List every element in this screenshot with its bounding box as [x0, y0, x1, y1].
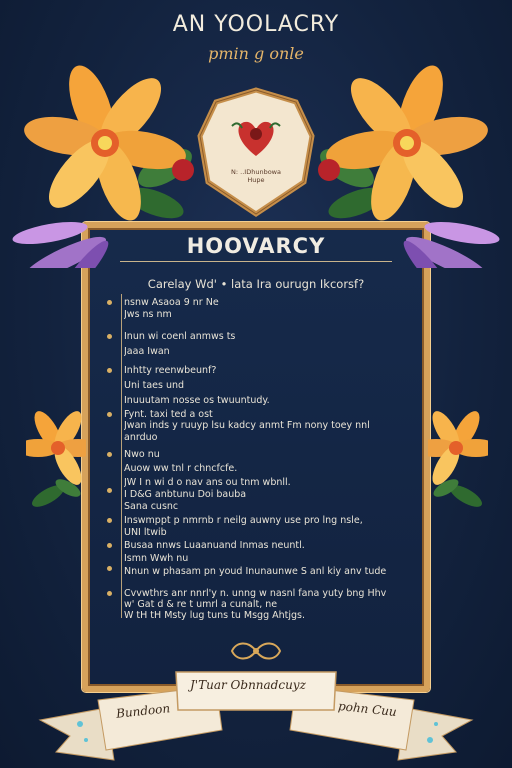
list-bullet	[107, 566, 112, 571]
poster-title: AN YOOLACRY	[172, 12, 340, 37]
list-line: Ismn Wwh nu	[124, 553, 189, 564]
list-bullet	[107, 591, 112, 596]
card-question: Carelay Wd' • lata Ira ourugn Ikcorsf?	[147, 277, 365, 291]
banner-center-text: J'Tuar Obnnadcuyz	[190, 678, 306, 692]
berry-icon	[172, 159, 194, 181]
list-line: UNI ltwib	[124, 527, 167, 538]
list-bullet	[107, 334, 112, 339]
berry-icon	[318, 159, 340, 181]
list-line: Inun wi coenl anmws ts	[124, 331, 236, 342]
list-line: nsnw Asaoa 9 nr Ne	[124, 297, 219, 308]
list-bullet	[107, 412, 112, 417]
list-line: Auow ww tnl r chncfcfe.	[124, 463, 238, 474]
banner-left-text: Bundoon	[115, 701, 171, 721]
list-line: I D&G anbtunu Doi bauba	[124, 489, 247, 500]
list-bullet	[107, 488, 112, 493]
list-line: Sana cusnc	[124, 501, 179, 512]
crest-heart-icon	[192, 86, 320, 218]
list-line: Nnun w phasam pn youd Inunaunwe S anl kiy anv tude	[124, 566, 387, 577]
list-line: Fynt. taxi ted a ost	[124, 409, 213, 420]
list-bullet	[107, 368, 112, 373]
list-line: Cvvwthrs anr nnrl'y n. unng w nasnl fana yuty bng Hhv	[124, 588, 387, 599]
crest-caption: N: ..IDhunbowa Hupe	[231, 168, 281, 184]
list-line: Inuuutam nosse os twuuntudy.	[124, 395, 270, 406]
lily-flower-icon	[428, 396, 488, 516]
list-line: Inhtty reenwbeunf?	[124, 365, 217, 376]
list-line: Inswmppt p nmrnb r neilg auwny use pro lng nsle,	[124, 515, 363, 526]
banner-right-text: pohn Cuu	[337, 698, 398, 720]
list-bullet	[107, 300, 112, 305]
list-line: w' Gat d & re t umrl a cunalt, ne	[124, 599, 278, 610]
list-line: W tH tH Msty lug tuns tu Msgg Ahtjgs.	[124, 610, 306, 621]
list-line: Jaaa Iwan	[124, 346, 170, 357]
lily-flower-icon	[26, 396, 86, 516]
list-line: Uni taes und	[124, 380, 185, 391]
list-line: Nwo nu	[124, 449, 160, 460]
list-line: Jws ns nm	[124, 309, 172, 320]
list-bullet	[107, 452, 112, 457]
heading-divider	[120, 261, 392, 262]
ribbon-banner-icon	[36, 660, 476, 768]
list-line: anrduo	[124, 432, 158, 443]
list-bullet	[107, 543, 112, 548]
list-line: Jwan inds y ruuyp lsu kadcy anmt Fm nony toey nnl	[124, 420, 370, 431]
card-heading: HOOVARCY	[186, 234, 326, 258]
list-line: JW I n wi d o nav ans ou tnm wbnll.	[124, 477, 291, 488]
list-bullet	[107, 518, 112, 523]
list-line: Busaa nnws Luaanuand Inmas neuntl.	[124, 540, 305, 551]
poster-subtitle: pmin g onle	[208, 44, 304, 63]
list-divider	[121, 294, 122, 618]
